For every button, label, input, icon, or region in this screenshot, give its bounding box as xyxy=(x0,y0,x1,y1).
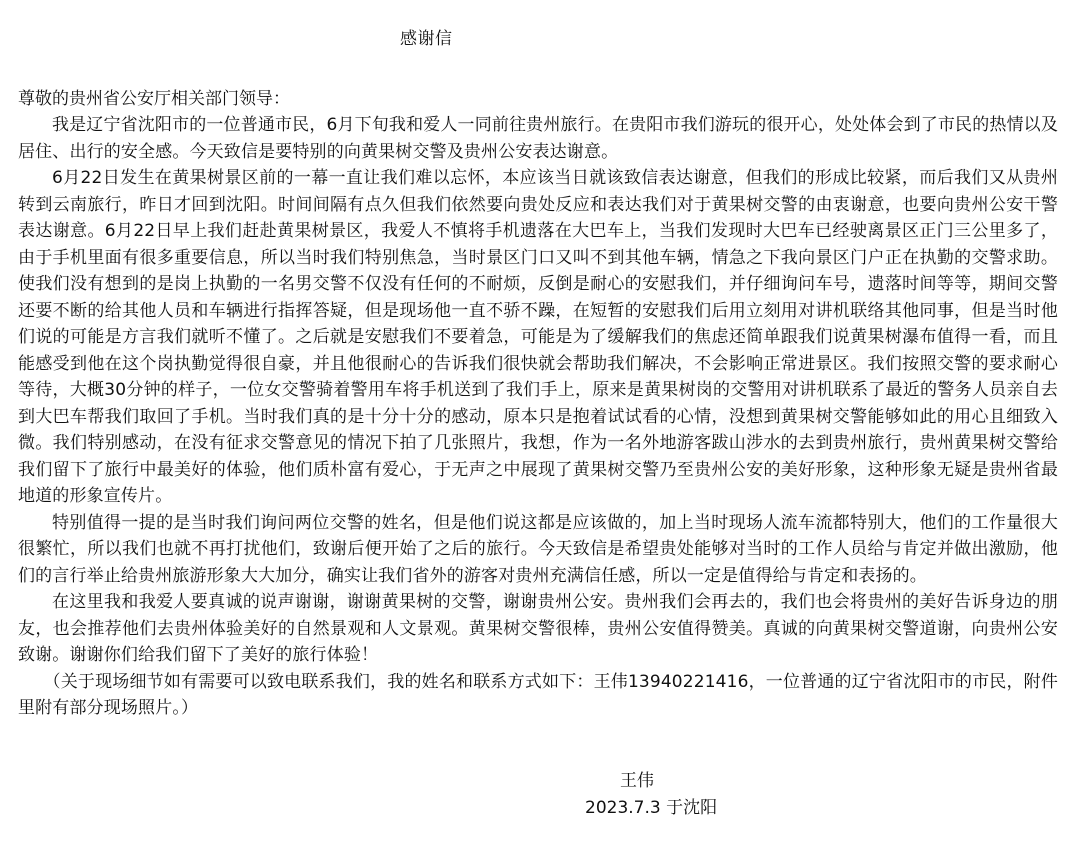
body-paragraph-3: 特别值得一提的是当时我们询问两位交警的姓名，但是他们说这都是应该做的，加上当时现场人流车流都特别大，他们的工作量很大很繁忙，所以我们也就不再打扰他们，致谢后便开始了之后的旅行。今天致信是希望贵处能够对当时的工作人员给与肯定并做出激励，他们的言行举止给贵州旅游形象大大加分，确实让我们省外的游客对贵州充满信任感，所以一定是值得给与肯定和表扬的。 xyxy=(18,512,1058,586)
contact-note: （关于现场细节如有需要可以致电联系我们，我的姓名和联系方式如下：王伟13940221416，一位普通的辽宁省沈阳市的市民，附件里附有部分现场照片。） xyxy=(18,671,1058,718)
body-paragraph-4: 在这里我和我爱人要真诚的说声谢谢，谢谢黄果树的交警，谢谢贵州公安。贵州我们会再去的，我们也会将贵州的美好告诉身边的朋友，也会推荐他们去贵州体验美好的自然景观和人文景观。黄果树交警很棒，贵州公安值得赞美。真诚的向黄果树交警道谢，向贵州公安致谢。谢谢你们给我们留下了美好的旅行体验！ xyxy=(18,592,1058,665)
signature-date: 2023.7.3 于沈阳 xyxy=(585,798,718,818)
letter-title: 感谢信 xyxy=(400,29,453,49)
letter-body xyxy=(18,112,1058,722)
letter-salutation: 尊敬的贵州省公安厅相关部门领导： xyxy=(18,89,290,109)
signature-name: 王伟 xyxy=(620,771,654,791)
body-paragraph-1: 我是辽宁省沈阳市的一位普通市民，6月下旬我和爱人一同前往贵州旅行。在贵阳市我们游玩的很开心，处处体会到了市民的热情以及居住、出行的安全感。今天致信是要特别的向黄果树交警及贵州公安表达谢意。 xyxy=(18,115,1058,162)
body-paragraph-2: 6月22日发生在黄果树景区前的一幕一直让我们难以忘怀，本应该当日就该致信表达谢意，但我们的形成比较紧，而后我们又从贵州转到云南旅行，昨日才回到沈阳。时间间隔有点久但我们依然要向贵处反应和表达我们对于黄果树交警的由衷谢意，也要向贵州公安干警表达谢意。6月22日早上我们赶赴黄果树景区，我爱人不慎将手机遗落在大巴车上，当我们发现时大巴车已经驶离景区正门三公里多了，由于手机里面有很多重要信息，所以当时我们特别焦急，当时景区门口又叫不到其他车辆，情急之下我向景区门户正在执勤的交警求助。使我们没有想到的是岗上执勤的一名男交警不仅没有任何的不耐烦，反倒是耐心的安慰我们，并仔细询问车号，遗落时间等等，期间交警还要不断的给其他人员和车辆进行指挥答疑，但是现场他一直不骄不躁，在短暂的安慰我们后用立刻用对讲机联络其他同事，但是当时他们说的可能是方言我们就听不懂了。之后就是安慰我们不要着急，可能是为了缓解我们的焦虑还简单跟我们说黄果树瀑布值得一看，而且能感受到他在这个岗执勤觉得很自豪，并且他很耐心的告诉我们很快就会帮助我们解决，不会影响正常进景区。我们按照交警的要求耐心等待，大概30分钟的样子，一位女交警骑着警用车将手机送到了我们手上，原来是黄果树岗的交警用对讲机联系了最近的警务人员亲自去到大巴车帮我们取回了手机。当时我们真的是十分十分的感动，原本只是抱着试试看的心情，没想到黄果树交警能够如此的用心且细致入微。我们特别感动，在没有征求交警意见的情况下拍了几张照片，我想，作为一名外地游客跋山涉水的去到贵州旅行，贵州黄果树交警给我们留下了旅行中最美好的体验，他们质朴富有爱心，于无声之中展现了黄果树交警乃至贵州公安的美好形象，这种形象无疑是贵州省最地道的形象宣传片。 xyxy=(18,168,1058,506)
